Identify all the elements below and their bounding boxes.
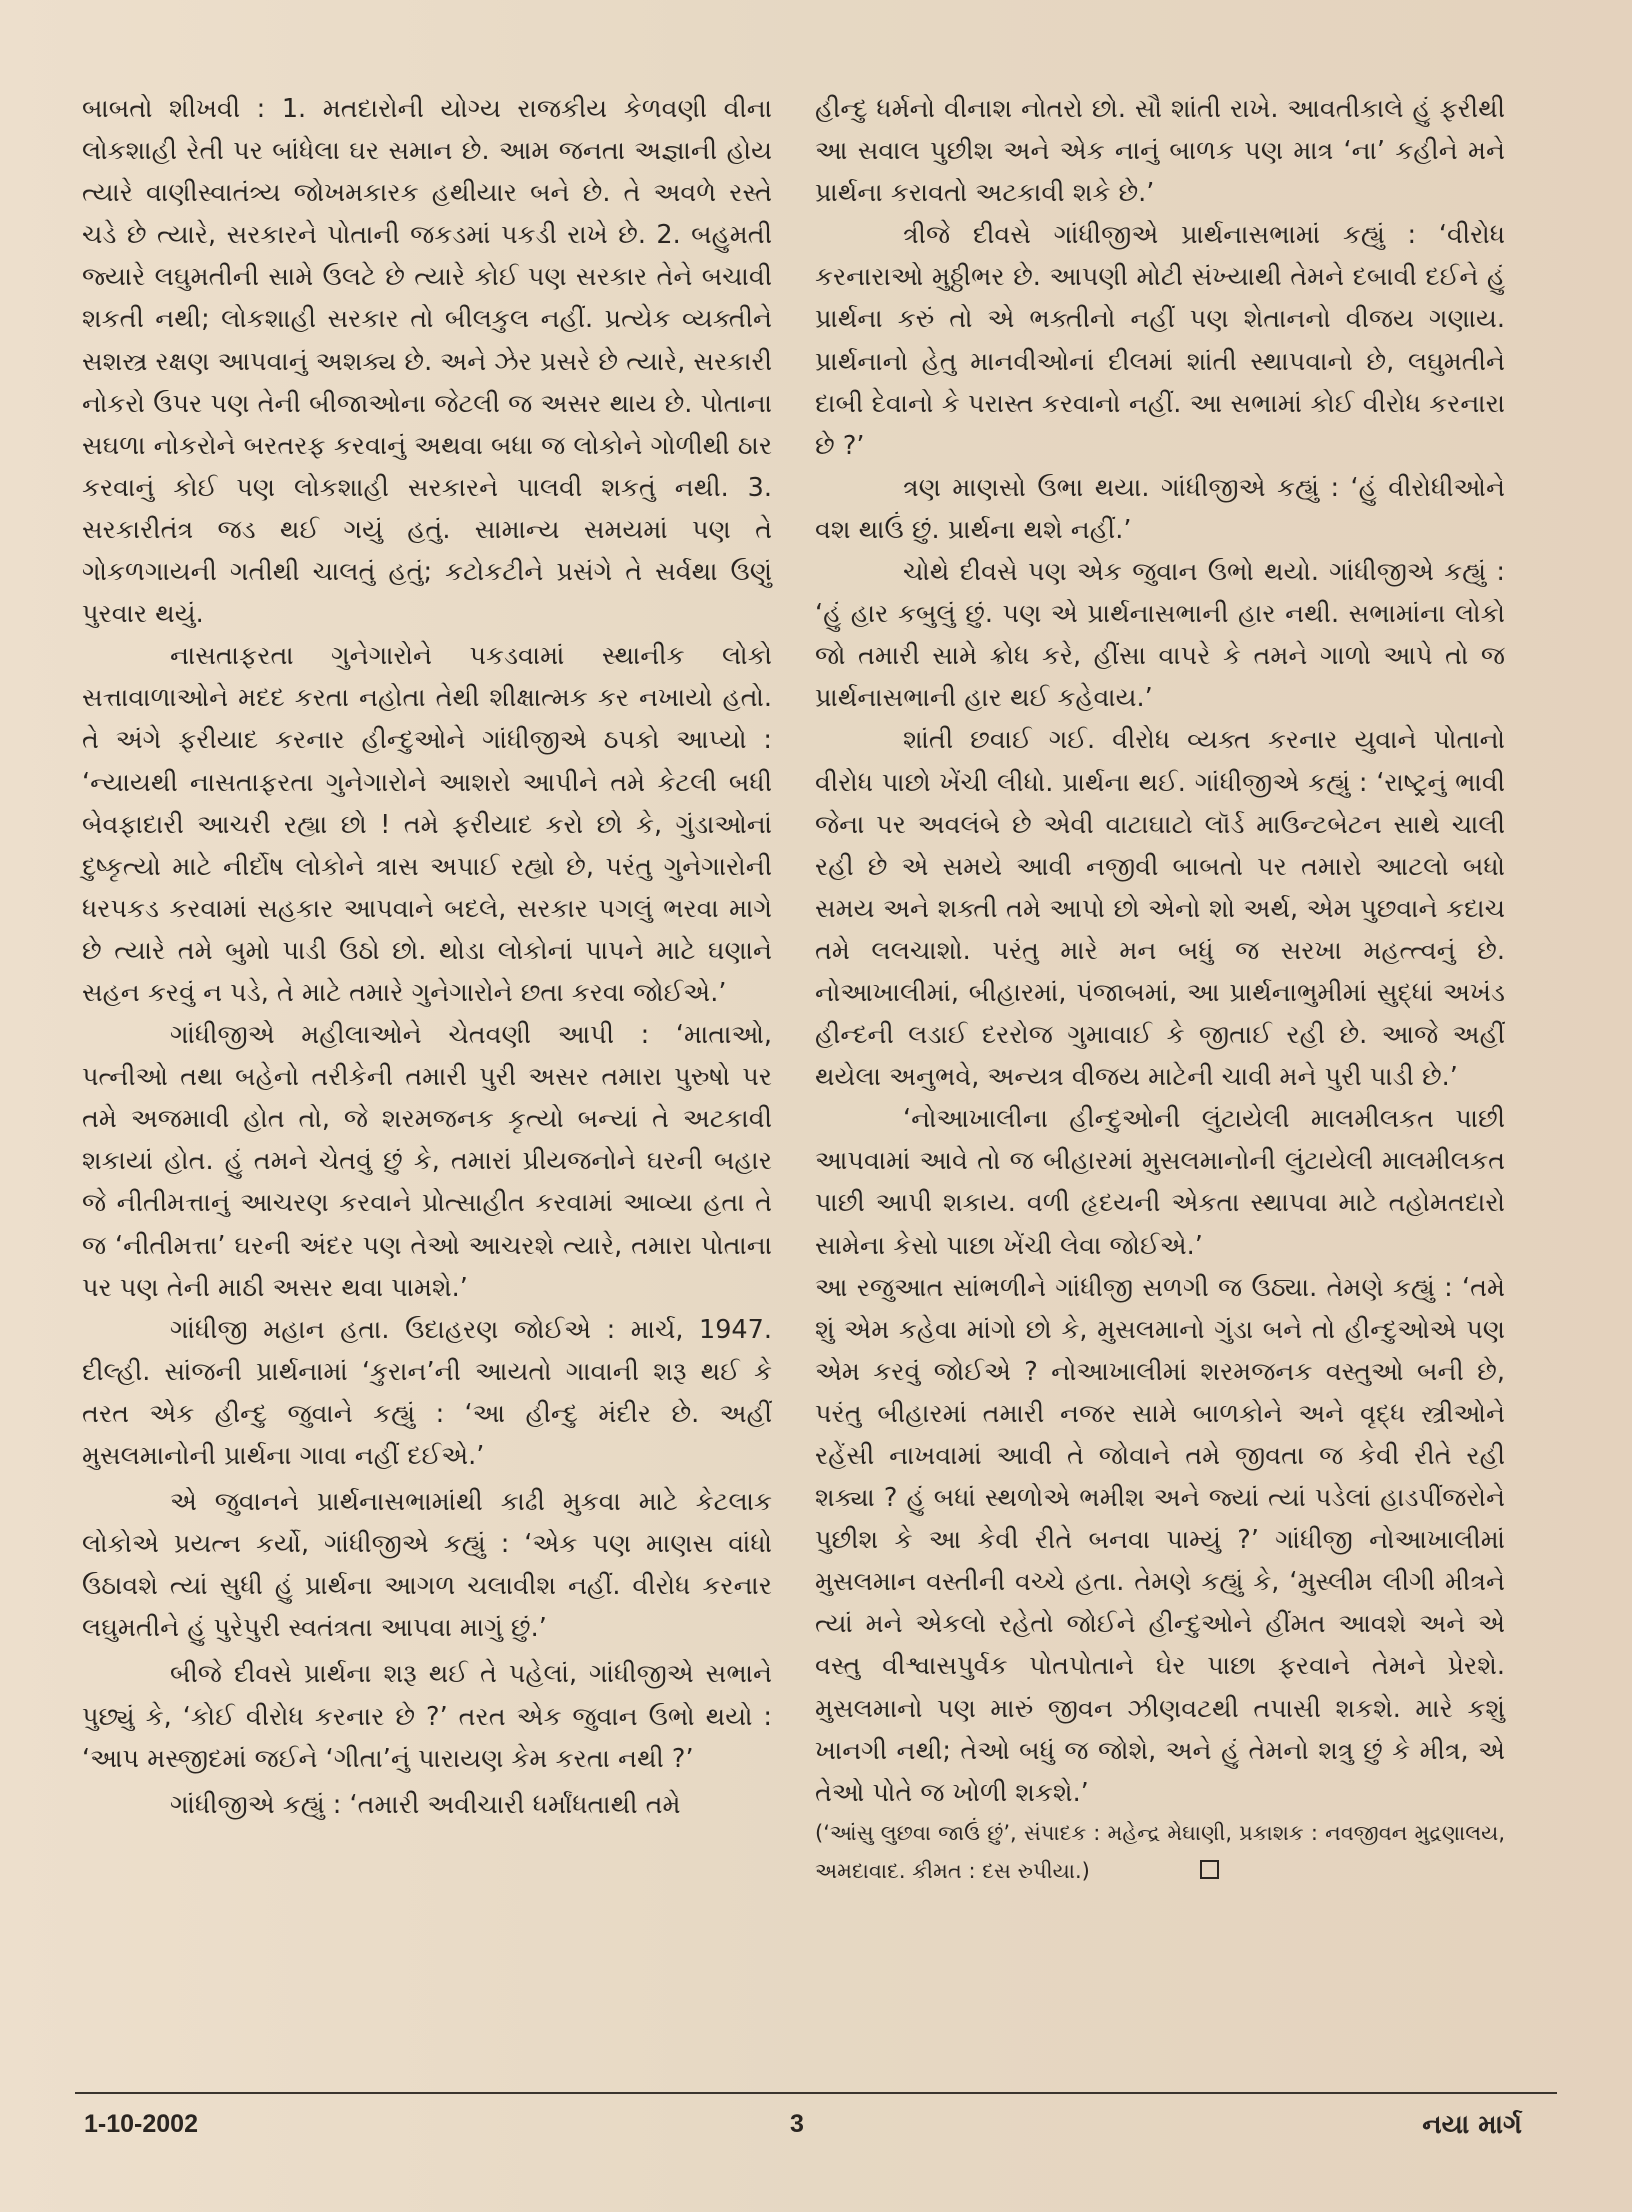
paragraph: ગાંધીજીએ કહ્યું : ‘તમારી અવીચારી ધર્માંધતાથી તમે — [170, 1789, 681, 1820]
book-credit — [815, 1814, 1505, 1890]
page-number: 3 — [790, 2110, 804, 2138]
magazine-name: નયા માર્ગ — [1422, 2110, 1522, 2140]
paragraph: હીન્દુ ધર્મનો વીનાશ નોતરો છો. સૌ શાંતી રાખે. આવતીકાલે હું ફરીથી આ સવાલ પુછીશ અને એક નાનું બાળક પણ માત્ર ‘ના’ કહીને મને પ્રાર્થના કરાવતો અટકાવી શકે છે.’ — [815, 94, 1505, 209]
paragraph: ગાંધીજી મહાન હતા. ઉદાહરણ જોઈએ : માર્ચ, 1947. દીલ્હી. સાંજની પ્રાર્થનામાં ‘કુરાન’ની આયતો ગાવાની શરૂ થઈ કે તરત એક હીન્દુ જુવાને કહ્યું : ‘આ હીન્દુ મંદીર છે. અહીં મુસલમાનોની પ્રાર્થના ગાવા નહીં દઈએ.’ — [82, 1314, 772, 1471]
end-mark-icon — [1200, 1860, 1219, 1879]
paragraph: નાસતાફરતા ગુનેગારોને પકડવામાં સ્થાનીક લોકો સત્તાવાળાઓને મદદ કરતા નહોતા તેથી શીક્ષાત્મક કર નખાયો હતો. તે અંગે ફરીયાદ કરનાર હીન્દુઓને ગાંધીજીએ ઠપકો આપ્યો : ‘ન્યાયથી નાસતાફરતા ગુનેગારોને આશરો આપીને તમે કેટલી બધી બેવફાદારી આચરી રહ્યા છો ! તમે ફરીયાદ કરો છો કે, ગુંડાઓનાં દુષ્કૃત્યો માટે નીર્દોષ લોકોને ત્રાસ અપાઈ રહ્યો છે, પરંતુ ગુનેગારોની ધરપકડ કરવામાં સહકાર આપવાને બદલે, સરકાર પગલું ભરવા માગે છે ત્યારે તમે બુમો પાડી ઉઠો છો. થોડા લોકોનાં પાપને માટે ઘણાને સહન કરવું ન પડે, તે માટે તમારે ગુનેગારોને છતા કરવા જોઈએ.’ — [82, 641, 772, 1008]
paragraph: બાબતો શીખવી : 1. મતદારોની યોગ્ય રાજકીય કેળવણી વીના લોકશાહી રેતી પર બાંધેલા ઘર સમાન છે. આમ જનતા અજ્ઞાની હોય ત્યારે વાણીસ્વાતંત્ર્ય જોખમકારક હથીયાર બને છે. તે અવળે રસ્તે ચડે છે ત્યારે, સરકારને પોતાની જકડમાં પકડી રાખે છે. 2. બહુમતી જ્યારે લઘુમતીની સામે ઉલટે છે ત્યારે કોઈ પણ સરકાર તેને બચાવી શકતી નથી; લોકશાહી સરકાર તો બીલકુલ નહીં. પ્રત્યેક વ્યક્તીને સશસ્ત્ર રક્ષણ આપવાનું અશક્ય છે. અને ઝેર પ્રસરે છે ત્યારે, સરકારી નોકરો ઉપર પણ તેની બીજાઓના જેટલી જ અસર થાય છે. પોતાના સઘળા નોકરોને બરતરફ કરવાનું અથવા બધા જ લોકોને ગોળીથી ઠાર કરવાનું કોઈ પણ લોકશાહી સરકારને પાલવી શકતું નથી. 3. સરકારીતંત્ર જડ થઈ ગયું હતું. સામાન્ય સમયમાં પણ તે ગોકળગાયની ગતીથી ચાલતું હતું; કટોકટીને પ્રસંગે તે સર્વથા ઉણું પુરવાર થયું. — [82, 94, 772, 630]
paragraph: એ જુવાનને પ્રાર્થનાસભામાંથી કાઢી મુકવા માટે કેટલાક લોકોએ પ્રયત્ન કર્યો, ગાંધીજીએ કહ્યું : ‘એક પણ માણસ વાંધો ઉઠાવશે ત્યાં સુધી હું પ્રાર્થના આગળ ચલાવીશ નહીં. વીરોધ કરનાર લઘુમતીને હું પુરેપુરી સ્વતંત્રતા આપવા માગું છું.’ — [82, 1487, 772, 1644]
book-credit-text: (‘આંસુ લુછવા જાઉં છું’, સંપાદક : મહેન્દ્ર મેઘાણી, પ્રકાશક : નવજીવન મુદ્રણાલય, અમદાવાદ. કીમત : દસ રુપીયા.) — [815, 1820, 1505, 1883]
paragraph: ત્રણ માણસો ઉભા થયા. ગાંધીજીએ કહ્યું : ‘હું વીરોધીઓને વશ થાઉં છું. પ્રાર્થના થશે નહીં.’ — [815, 472, 1505, 545]
paragraph: ગાંધીજીએ મહીલાઓને ચેતવણી આપી : ‘માતાઓ, પત્નીઓ તથા બહેનો તરીકેની તમારી પુરી અસર તમારા પુરુષો પર તમે અજમાવી હોત તો, જે શરમજનક કૃત્યો બન્યાં તે અટકાવી શકાયાં હોત. હું તમને ચેતવું છું કે, તમારાં પ્રીયજનોને ઘરની બહાર જે નીતીમત્તાનું આચરણ કરવાને પ્રોત્સાહીત કરવામાં આવ્યા હતા તે જ ‘નીતીમત્તા’ ઘરની અંદર પણ તેઓ આચરશે ત્યારે, તમારા પોતાના પર પણ તેની માઠી અસર થવા પામશે.’ — [82, 1020, 772, 1303]
footer-divider — [75, 2092, 1557, 2094]
issue-date: 1-10-2002 — [84, 2110, 198, 2138]
paragraph: ત્રીજે દીવસે ગાંધીજીએ પ્રાર્થનાસભામાં કહ્યું : ‘વીરોધ કરનારાઓ મુઠ્ઠીભર છે. આપણી મોટી સંખ્યાથી તેમને દબાવી દઈને હું પ્રાર્થના કરું તો એ ભક્તીનો નહીં પણ શેતાનનો વીજય ગણાય. પ્રાર્થનાનો હેતુ માનવીઓનાં દીલમાં શાંતી સ્થાપવાનો છે, લઘુમતીને દાબી દેવાનો કે પરાસ્ત કરવાનો નહીં. આ સભામાં કોઈ વીરોધ કરનારા છે ?’ — [815, 220, 1505, 461]
paragraph: ચોથે દીવસે પણ એક જુવાન ઉભો થયો. ગાંધીજીએ કહ્યું : ‘હું હાર કબુલું છું. પણ એ પ્રાર્થનાસભાની હાર નથી. સભામાંના લોકો જો તમારી સામે ક્રોધ કરે, હીંસા વાપરે કે તમને ગાળો આપે તો જ પ્રાર્થનાસભાની હાર થઈ કહેવાય.’ — [815, 557, 1505, 714]
paragraph: ‘નોઆખાલીના હીન્દુઓની લુંટાયેલી માલમીલકત પાછી આપવામાં આવે તો જ બીહારમાં મુસલમાનોની લુંટાયેલી માલમીલકત પાછી આપી શકાય. વળી હૃદયની એકતા સ્થાપવા માટે તહોમતદારો સામેના કેસો પાછા ખેંચી લેવા જોઈએ.’ — [815, 1104, 1505, 1261]
left-column — [82, 88, 772, 1826]
paragraph: આ રજુઆત સાંભળીને ગાંધીજી સળગી જ ઉઠ્યા. તેમણે કહ્યું : ‘તમે શું એમ કહેવા માંગો છો કે, મુસલમાનો ગુંડા બને તો હીન્દુઓએ પણ એમ કરવું જોઈએ ? નોઆખાલીમાં શરમજનક વસ્તુઓ બની છે, પરંતુ બીહારમાં તમારી નજર સામે બાળકોને અને વૃદ્ધ સ્ત્રીઓને રહેંસી નાખવામાં આવી તે જોવાને તમે જીવતા જ કેવી રીતે રહી શક્યા ? હું બધાં સ્થળોએ ભમીશ અને જ્યાં ત્યાં પડેલાં હાડપીંજરોને પુછીશ કે આ કેવી રીતે બનવા પામ્યું ?’ ગાંધીજી નોઆખાલીમાં મુસલમાન વસ્તીની વચ્ચે હતા. તેમણે કહ્યું કે, ‘મુસ્લીમ લીગી મીત્રને ત્યાં મને એકલો રહેતો જોઈને હીન્દુઓને હીંમત આવશે અને એ વસ્તુ વીશ્વાસપુર્વક પોતપોતાને ઘેર પાછા ફરવાને તેમને પ્રેરશે. મુસલમાનો પણ મારું જીવન ઝીણવટથી તપાસી શકશે. મારે કશું ખાનગી નથી; તેઓ બધું જ જોશે, અને હું તેમનો શત્રુ છું કે મીત્ર, એ તેઓ પોતે જ ખોળી શકશે.’ — [815, 1272, 1505, 1808]
paragraph: શાંતી છવાઈ ગઈ. વીરોધ વ્યક્ત કરનાર યુવાને પોતાનો વીરોધ પાછો ખેંચી લીધો. પ્રાર્થના થઈ. ગાંધીજીએ કહ્યું : ‘રાષ્ટ્રનું ભાવી જેના પર અવલંબે છે એવી વાટાઘાટો લૉર્ડ માઉન્ટબેટન સાથે ચાલી રહી છે એ સમયે આવી નજીવી બાબતો પર તમારો આટલો બધો સમય અને શક્તી તમે આપો છો એનો શો અર્થ, એમ પુછવાને કદાચ તમે લલચાશો. પરંતુ મારે મન બધું જ સરખા મહત્ત્વનું છે. નોઆખાલીમાં, બીહારમાં, પંજાબમાં, આ પ્રાર્થનાભુમીમાં સુદ્ધાં અખંડ હીન્દની લડાઈ દરરોજ ગુમાવાઈ કે જીતાઈ રહી છે. આજે અહીં થયેલા અનુભવે, અન્યત્ર વીજય માટેની ચાવી મને પુરી પાડી છે.’ — [815, 725, 1505, 1093]
paragraph: બીજે દીવસે પ્રાર્થના શરૂ થઈ તે પહેલાં, ગાંધીજીએ સભાને પુછ્યું કે, ‘કોઈ વીરોધ કરનાર છે ?’ તરત એક જુવાન ઉભો થયો : ‘આપ મસ્જીદમાં જઈને ‘ગીતા’નું પારાયણ કેમ કરતા નથી ?’ — [82, 1659, 772, 1774]
right-column — [815, 88, 1505, 1890]
